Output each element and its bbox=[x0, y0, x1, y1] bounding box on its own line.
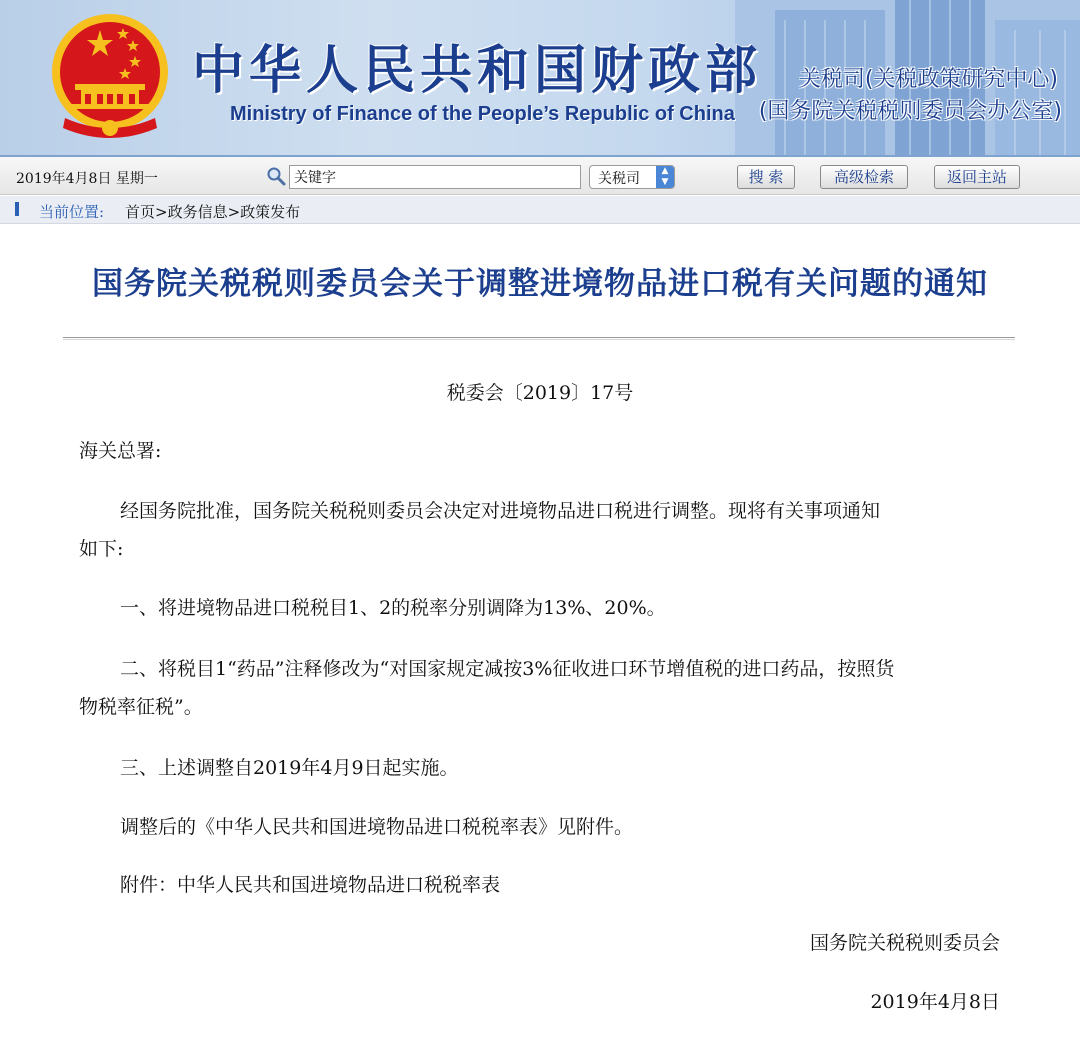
paragraph-line: 物税率征税”。 bbox=[79, 696, 203, 718]
search-scope-select[interactable] bbox=[589, 165, 675, 189]
toolbar bbox=[0, 155, 1080, 195]
breadcrumb-marker-icon bbox=[15, 202, 19, 216]
paragraph-line: 三、上述调整自2019年4月9日起实施。 bbox=[120, 757, 459, 779]
signature: 国务院关税税则委员会 bbox=[809, 932, 1000, 954]
chevron-updown-icon: ▲ ▼ bbox=[656, 166, 674, 188]
breadcrumb-label: 当前位置: bbox=[39, 203, 105, 221]
site-banner bbox=[0, 0, 1080, 155]
current-date: 2019年4月8日 星期一 bbox=[16, 171, 158, 187]
return-home-button[interactable]: 返回主站 bbox=[934, 165, 1020, 189]
paragraph-line: 经国务院批准，国务院关税税则委员会决定对进境物品进口税进行调整。现将有关事项通知 bbox=[120, 500, 881, 522]
site-title-cn: 中华人民共和国财政部 bbox=[192, 40, 763, 101]
paragraph-intro bbox=[79, 492, 880, 568]
national-emblem-icon bbox=[45, 10, 175, 145]
document-number: 税委会〔2019〕17号 bbox=[446, 382, 634, 404]
site-title-en: Ministry of Finance of the People’s Republic of China bbox=[230, 103, 735, 125]
department-subname: (国务院关税税则委员会办公室) bbox=[758, 99, 1062, 124]
breadcrumb bbox=[0, 196, 1080, 224]
search-input[interactable] bbox=[289, 165, 581, 189]
paragraph-item-2 bbox=[79, 650, 894, 726]
salutation: 海关总署: bbox=[79, 440, 162, 462]
attachment-link[interactable] bbox=[79, 866, 500, 904]
search-icon bbox=[266, 166, 286, 186]
department-name: 关税司(关税政策研究中心) bbox=[798, 67, 1058, 92]
advanced-search-button[interactable]: 高级检索 bbox=[820, 165, 908, 189]
search-button[interactable]: 搜 索 bbox=[737, 165, 795, 189]
paragraph-line: 如下: bbox=[79, 538, 124, 560]
title-divider bbox=[63, 337, 1015, 340]
paragraph-line: 附件：中华人民共和国进境物品进口税税率表 bbox=[120, 874, 501, 896]
paragraph-item-3 bbox=[79, 749, 459, 787]
article-title: 国务院关税税则委员会关于调整进境物品进口税有关问题的通知 bbox=[92, 266, 988, 302]
signature-date: 2019年4月8日 bbox=[870, 991, 1000, 1013]
paragraph-line: 二、将税目1“药品”注释修改为“对国家规定减按3%征收进口环节增值税的进口药品，按照货 bbox=[120, 658, 895, 680]
paragraph-line: 一、将进境物品进口税税目1、2的税率分别调降为13%、20%。 bbox=[120, 597, 666, 619]
search-scope-value: 关税司 bbox=[598, 171, 640, 187]
breadcrumb-path[interactable]: 首页>政务信息>政策发布 bbox=[125, 203, 301, 221]
paragraph-note bbox=[79, 808, 633, 846]
paragraph-item-1 bbox=[79, 589, 666, 627]
paragraph-line: 调整后的《中华人民共和国进境物品进口税税率表》见附件。 bbox=[120, 816, 634, 838]
